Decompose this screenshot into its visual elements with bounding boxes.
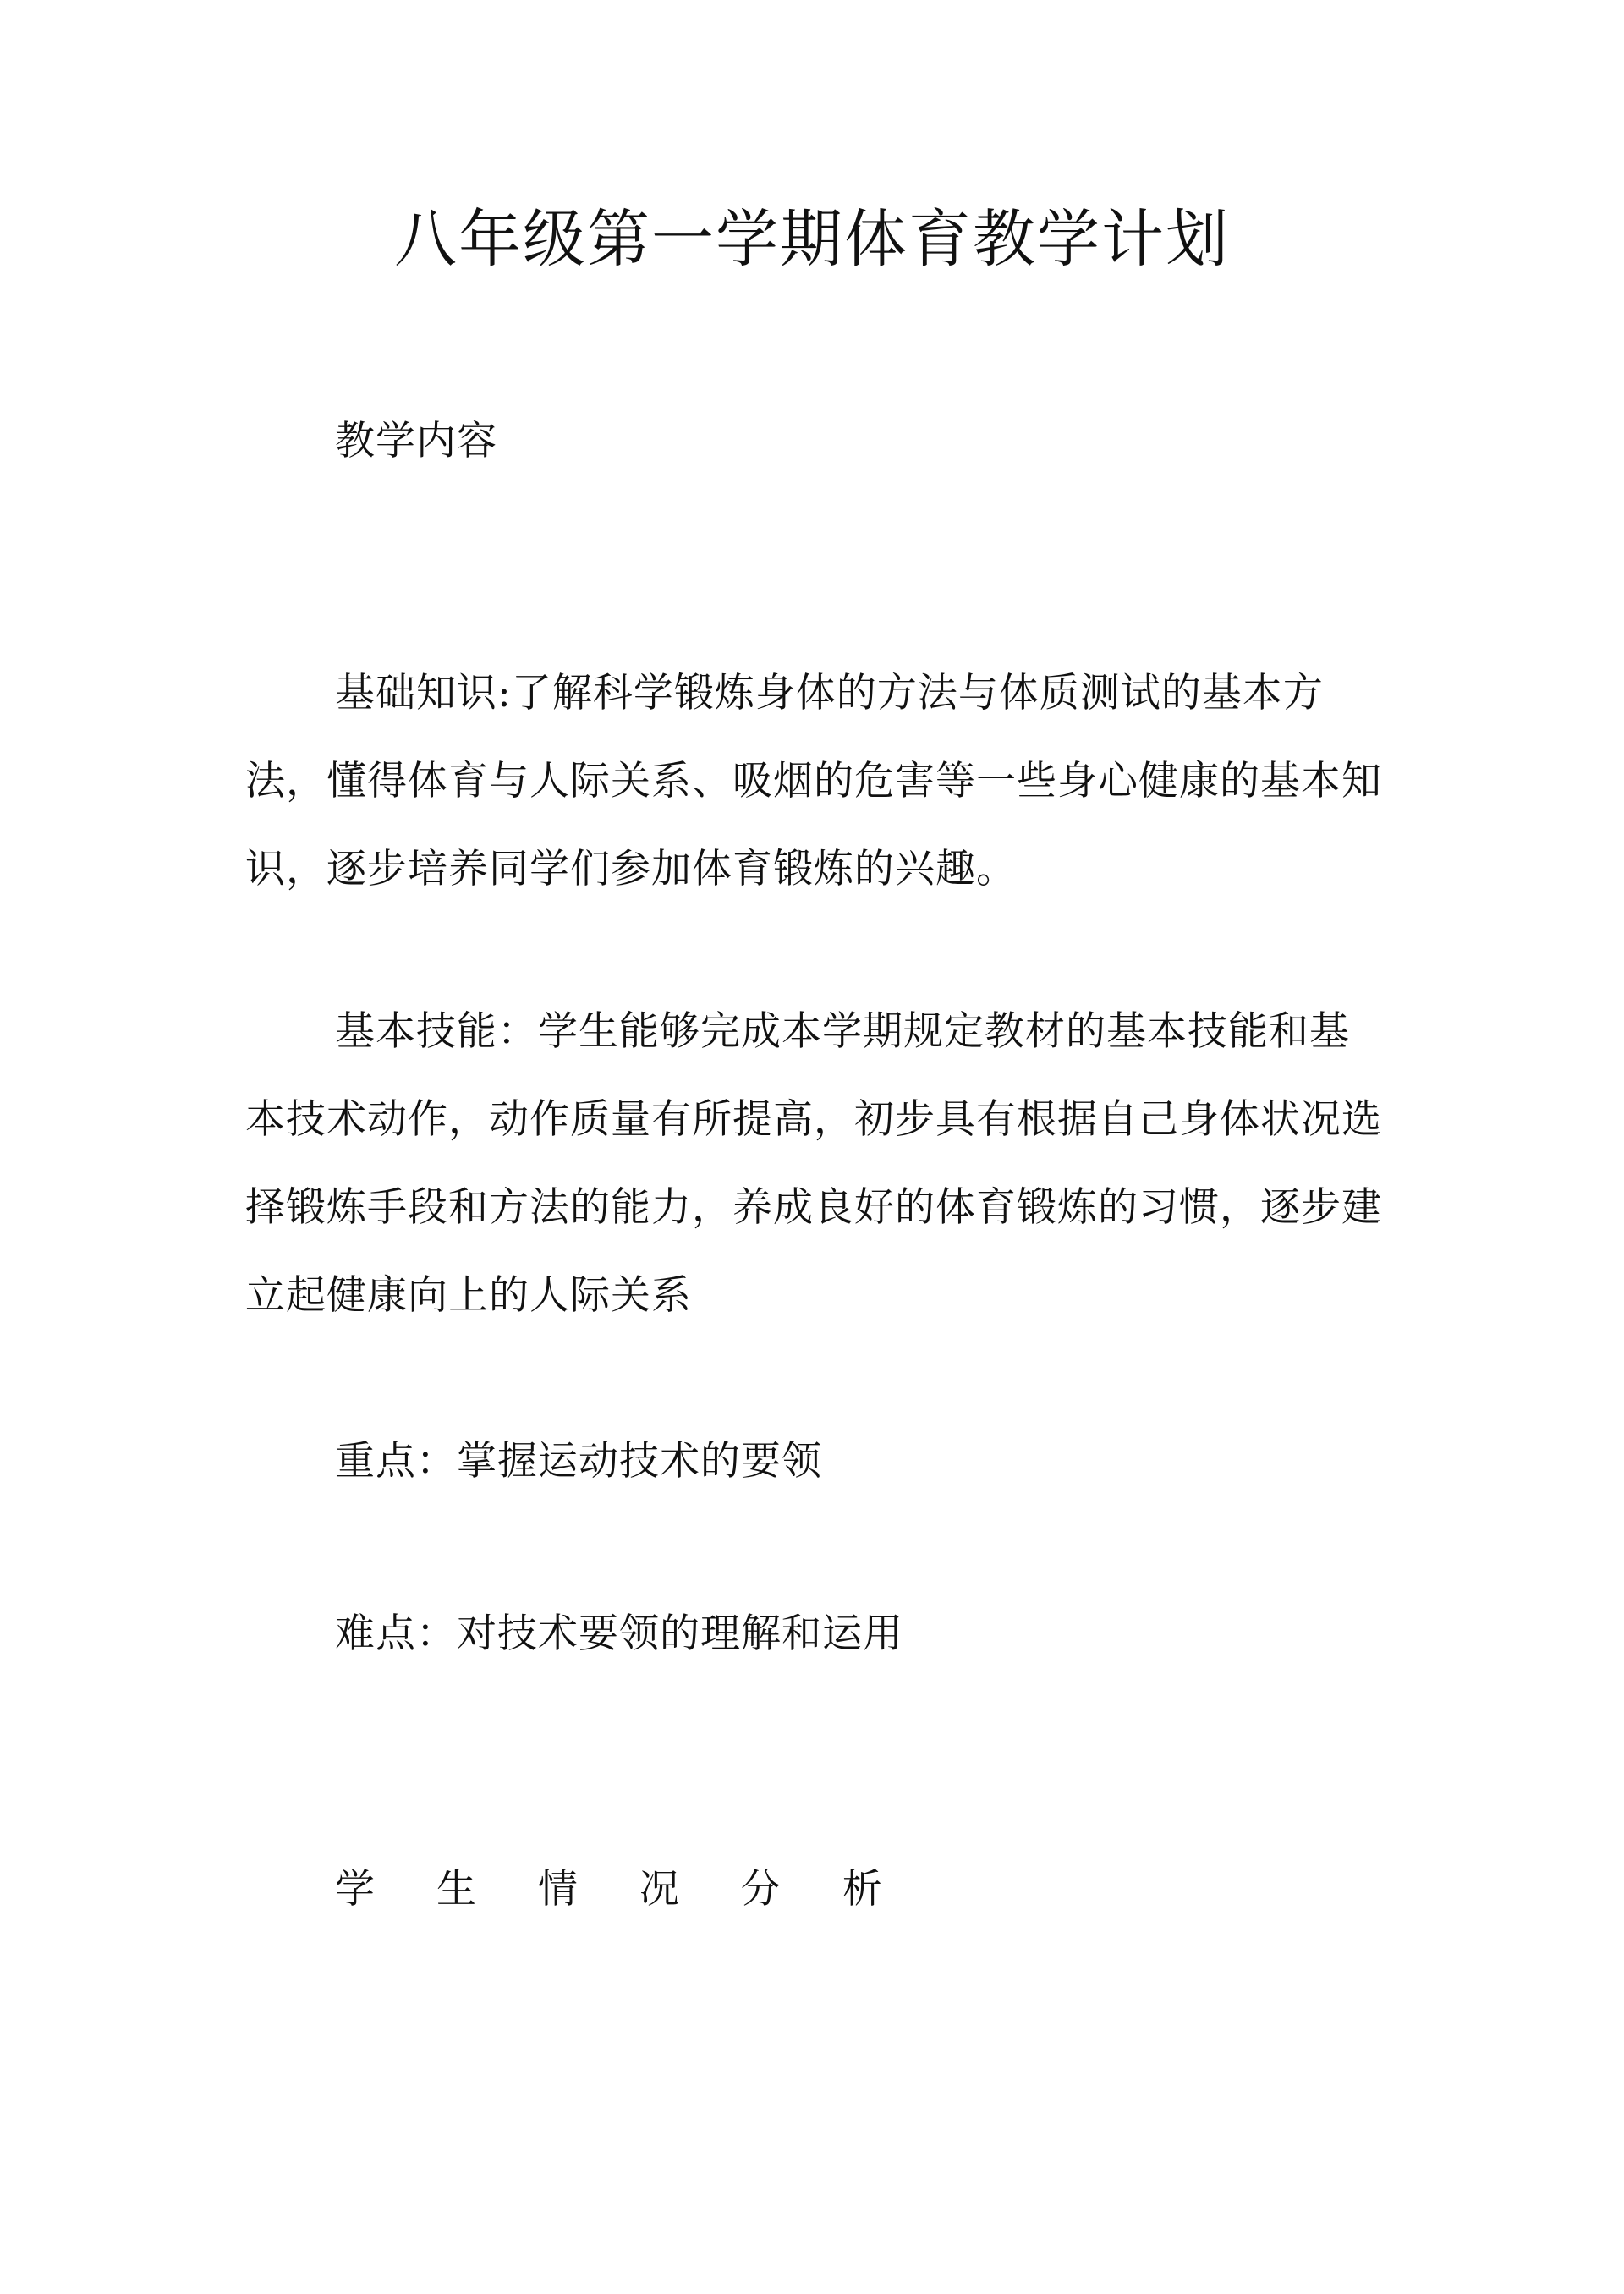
paragraph-basic-skills: 基本技能：学生能够完成本学期规定教材的基本技能和基本技术动作，动作质量有所提高，初步具有根据自己身体状况选择锻炼手段和方法的能力，养成良好的体育锻炼的习惯，逐步建立起健康向上的人际关系	[245, 1008, 1382, 1319]
paragraph-difficulty: 难点：对技术要领的理解和运用	[335, 1611, 903, 1657]
paragraph-key-point: 重点：掌握运动技术的要领	[335, 1438, 822, 1485]
document-title: 八年级第一学期体育教学计划	[394, 203, 1230, 276]
section-heading-teaching-content: 教学内容	[335, 418, 497, 464]
paragraph-basic-knowledge: 基础知识:了解科学锻炼身体的方法与体质测试的基本方法，懂得体育与人际关系、吸烟的危害等一些身心健康的基本知识，逐步培养同学们参加体育锻炼的兴趣。	[245, 670, 1382, 892]
section-heading-student-analysis: 学 生 情 况 分 析	[335, 1866, 907, 1913]
